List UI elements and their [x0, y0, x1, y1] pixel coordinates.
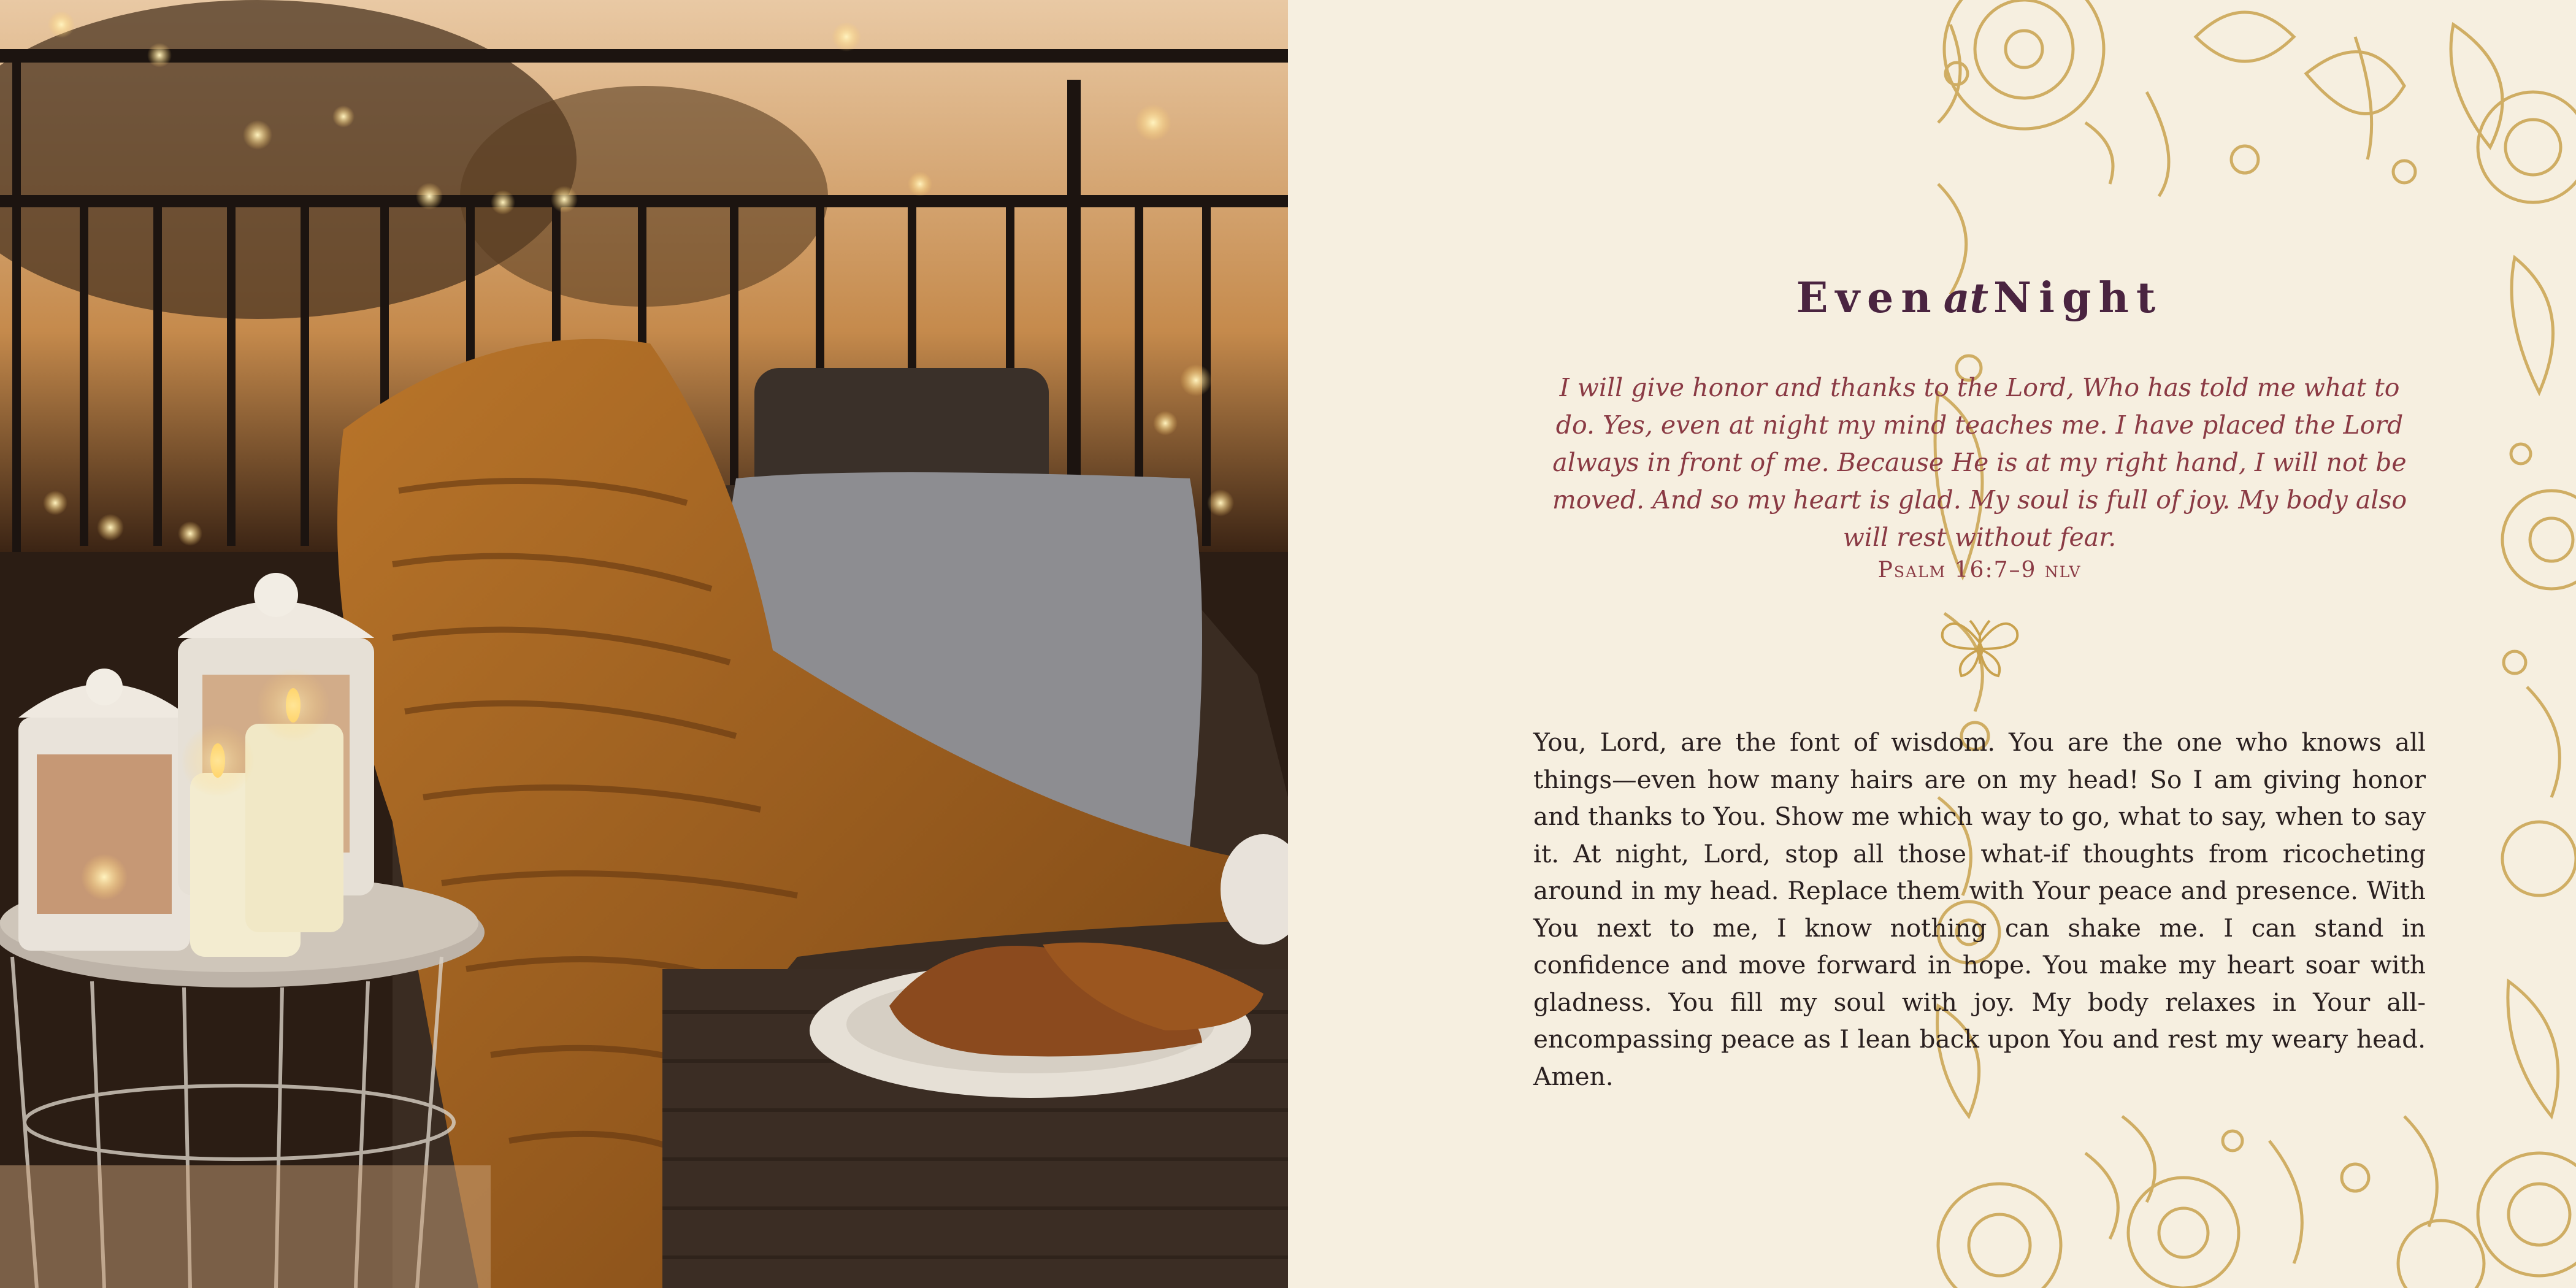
- devotional-content: [1533, 270, 2426, 1095]
- butterfly-icon: [1937, 612, 2023, 680]
- title-word-night: Night: [1993, 274, 2163, 323]
- scripture-verse: I will give honor and thanks to the Lord, Who has told me what to do. Yes, even at night my mind teaches me. I have placed the Lord always in front of me. Because He is at my right hand, I will not be moved. And so my heart is glad. My soul is full of joy. My body also will rest without fear.: [1552, 373, 2407, 552]
- devotional-prayer-text: You, Lord, are the font of wisdom. You are the one who knows all things—even how many hairs are on my head! So I am giving honor and thanks to You. Show me which way to go, what to say, when to say it. At night, Lord, stop all those what-if thoughts from ricocheting around in my head. Replace them with Your peace and presence. With You next to me, I know nothing can shake me. I can stand in confidence and move forward in hope. You make my heart soar with gladness. You fill my soul with joy. My body relaxes in Your all-encompassing peace as I lean back upon You and rest my weary head. Amen.: [1533, 727, 2426, 1091]
- title-word-at: at: [1943, 274, 1988, 322]
- devotional-page: [1288, 0, 2576, 1288]
- title-word-even: Even: [1796, 274, 1939, 323]
- scripture-citation: Psalm 16:7–9 nlv: [1877, 558, 2082, 583]
- page-title: [1533, 270, 2426, 323]
